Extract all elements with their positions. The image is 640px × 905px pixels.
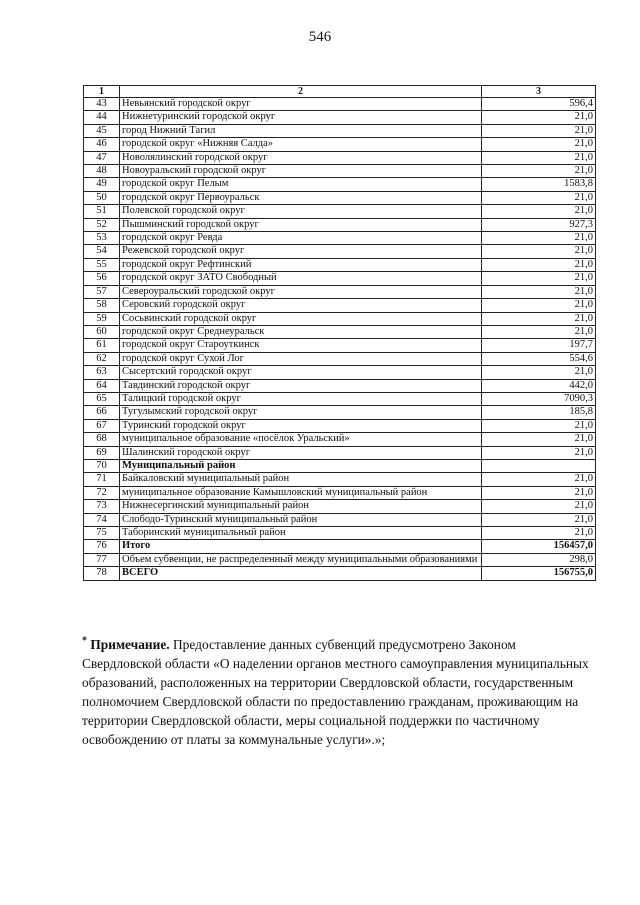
row-number: 62 [84, 352, 120, 365]
row-value: 21,0 [482, 527, 596, 540]
header-col-name: 2 [120, 86, 482, 98]
row-number: 78 [84, 567, 120, 580]
row-number: 45 [84, 124, 120, 137]
row-number: 43 [84, 98, 120, 111]
row-value: 21,0 [482, 500, 596, 513]
table-row [84, 486, 596, 499]
row-number: 54 [84, 245, 120, 258]
row-value: 21,0 [482, 486, 596, 499]
row-value: 21,0 [482, 272, 596, 285]
row-name: Пышминский городской округ [120, 218, 482, 231]
row-name: Серовский городской округ [120, 299, 482, 312]
row-value: 21,0 [482, 419, 596, 432]
table-row [84, 218, 596, 231]
row-value: 21,0 [482, 258, 596, 271]
row-name: Тавдинский городской округ [120, 379, 482, 392]
row-name: городской округ Среднеуральск [120, 325, 482, 338]
row-value: 21,0 [482, 473, 596, 486]
row-value: 21,0 [482, 191, 596, 204]
row-number: 47 [84, 151, 120, 164]
table-row [84, 245, 596, 258]
row-number: 53 [84, 232, 120, 245]
table-row [84, 419, 596, 432]
footnote-marker: * [82, 635, 87, 647]
row-name: Режевской городской округ [120, 245, 482, 258]
table-row [84, 151, 596, 164]
row-name: городской округ Староуткинск [120, 339, 482, 352]
row-name: Талицкий городской округ [120, 392, 482, 405]
table-row [84, 513, 596, 526]
row-name: муниципальное образование «посёлок Уральский» [120, 433, 482, 446]
footnote-text: Предоставление данных субвенций предусмотрено Законом Свердловской области «О наделении органов местного самоуправления муниципальных образований, расположенных на территории Свердловской области, государственным полномочием Свердловской области по предоставлению гражданам, проживающим на территории Свердловской области, меры социальной поддержки по частичному освобождению от платы за коммунальные услуги».»; [82, 637, 589, 747]
row-name: Объем субвенции, не распределенный между муниципальными образованиями [120, 553, 482, 566]
row-name: городской округ «Нижняя Салда» [120, 138, 482, 151]
row-number: 60 [84, 325, 120, 338]
table-row [84, 285, 596, 298]
table-row [84, 540, 596, 553]
row-name: Итого [120, 540, 482, 553]
table-row [84, 379, 596, 392]
row-value: 298,0 [482, 553, 596, 566]
row-name: Полевской городской округ [120, 205, 482, 218]
row-name: Нижнесергинский муниципальный район [120, 500, 482, 513]
row-value: 156755,0 [482, 567, 596, 580]
row-number: 76 [84, 540, 120, 553]
table-row [84, 406, 596, 419]
table-row [84, 299, 596, 312]
row-number: 56 [84, 272, 120, 285]
row-value: 185,8 [482, 406, 596, 419]
row-value [482, 459, 596, 472]
row-name: Шалинский городской округ [120, 446, 482, 459]
footnote-label: Примечание. [90, 637, 170, 652]
table-row [84, 567, 596, 580]
table-header-row [84, 86, 596, 98]
row-value: 21,0 [482, 285, 596, 298]
table-row [84, 272, 596, 285]
row-number: 48 [84, 165, 120, 178]
row-value: 21,0 [482, 446, 596, 459]
row-number: 74 [84, 513, 120, 526]
row-name: Новолялинский городской округ [120, 151, 482, 164]
row-name: городской округ Рефтинский [120, 258, 482, 271]
row-value: 21,0 [482, 312, 596, 325]
row-number: 51 [84, 205, 120, 218]
row-name: Североуральский городской округ [120, 285, 482, 298]
row-value: 21,0 [482, 111, 596, 124]
footnote [82, 636, 594, 749]
row-name: Туринский городской округ [120, 419, 482, 432]
table-row [84, 138, 596, 151]
row-value: 442,0 [482, 379, 596, 392]
row-name: городской округ Пелым [120, 178, 482, 191]
row-number: 52 [84, 218, 120, 231]
row-name: ВСЕГО [120, 567, 482, 580]
subsidy-table [83, 85, 596, 581]
row-name: городской округ Сухой Лог [120, 352, 482, 365]
row-name: Новоуральский городской округ [120, 165, 482, 178]
row-number: 67 [84, 419, 120, 432]
row-number: 64 [84, 379, 120, 392]
table-row [84, 392, 596, 405]
table-row [84, 232, 596, 245]
row-name: Слободо-Туринский муниципальный район [120, 513, 482, 526]
row-number: 65 [84, 392, 120, 405]
row-number: 58 [84, 299, 120, 312]
row-value: 21,0 [482, 325, 596, 338]
row-value: 21,0 [482, 124, 596, 137]
row-value: 554,6 [482, 352, 596, 365]
table-row [84, 165, 596, 178]
row-number: 44 [84, 111, 120, 124]
table-row [84, 352, 596, 365]
row-number: 46 [84, 138, 120, 151]
table-row [84, 325, 596, 338]
row-value: 21,0 [482, 165, 596, 178]
row-number: 75 [84, 527, 120, 540]
header-col-number: 1 [84, 86, 120, 98]
row-number: 66 [84, 406, 120, 419]
row-name: Таборинский муниципальный район [120, 527, 482, 540]
row-number: 71 [84, 473, 120, 486]
table-row [84, 473, 596, 486]
row-value: 21,0 [482, 138, 596, 151]
table-row [84, 339, 596, 352]
table-row [84, 553, 596, 566]
page-number: 546 [308, 29, 332, 45]
row-value: 596,4 [482, 98, 596, 111]
row-name: городской округ Ревда [120, 232, 482, 245]
row-number: 77 [84, 553, 120, 566]
row-number: 57 [84, 285, 120, 298]
row-number: 73 [84, 500, 120, 513]
row-value: 927,3 [482, 218, 596, 231]
table-row [84, 124, 596, 137]
table-row [84, 178, 596, 191]
row-name: Муниципальный район [120, 459, 482, 472]
row-name: Нижнетуринский городской округ [120, 111, 482, 124]
row-value: 197,7 [482, 339, 596, 352]
row-name: Сосьвинский городской округ [120, 312, 482, 325]
table-row [84, 527, 596, 540]
row-value: 21,0 [482, 205, 596, 218]
row-value: 21,0 [482, 513, 596, 526]
row-value: 21,0 [482, 232, 596, 245]
row-value: 21,0 [482, 366, 596, 379]
table-body [84, 98, 596, 581]
row-value: 21,0 [482, 299, 596, 312]
row-name: муниципальное образование Камышловский муниципальный район [120, 486, 482, 499]
table-row [84, 98, 596, 111]
row-name: Тугулымский городской округ [120, 406, 482, 419]
table-row [84, 459, 596, 472]
row-number: 69 [84, 446, 120, 459]
row-number: 68 [84, 433, 120, 446]
row-number: 72 [84, 486, 120, 499]
row-number: 70 [84, 459, 120, 472]
row-value: 21,0 [482, 151, 596, 164]
row-name: Байкаловский муниципальный район [120, 473, 482, 486]
row-value: 1583,8 [482, 178, 596, 191]
row-value: 21,0 [482, 245, 596, 258]
row-name: Невьянский городской округ [120, 98, 482, 111]
row-number: 55 [84, 258, 120, 271]
row-name: городской округ ЗАТО Свободный [120, 272, 482, 285]
table-row [84, 205, 596, 218]
row-value: 156457,0 [482, 540, 596, 553]
row-number: 50 [84, 191, 120, 204]
row-number: 59 [84, 312, 120, 325]
row-value: 21,0 [482, 433, 596, 446]
row-name: Сысертский городской округ [120, 366, 482, 379]
row-number: 49 [84, 178, 120, 191]
table-row [84, 111, 596, 124]
table-row [84, 500, 596, 513]
row-number: 61 [84, 339, 120, 352]
header-col-value: 3 [482, 86, 596, 98]
row-value: 7090,3 [482, 392, 596, 405]
table-row [84, 446, 596, 459]
table-row [84, 433, 596, 446]
table-row [84, 191, 596, 204]
table-row [84, 258, 596, 271]
row-name: город Нижний Тагил [120, 124, 482, 137]
row-number: 63 [84, 366, 120, 379]
table-row [84, 312, 596, 325]
row-name: городской округ Первоуральск [120, 191, 482, 204]
table-row [84, 366, 596, 379]
